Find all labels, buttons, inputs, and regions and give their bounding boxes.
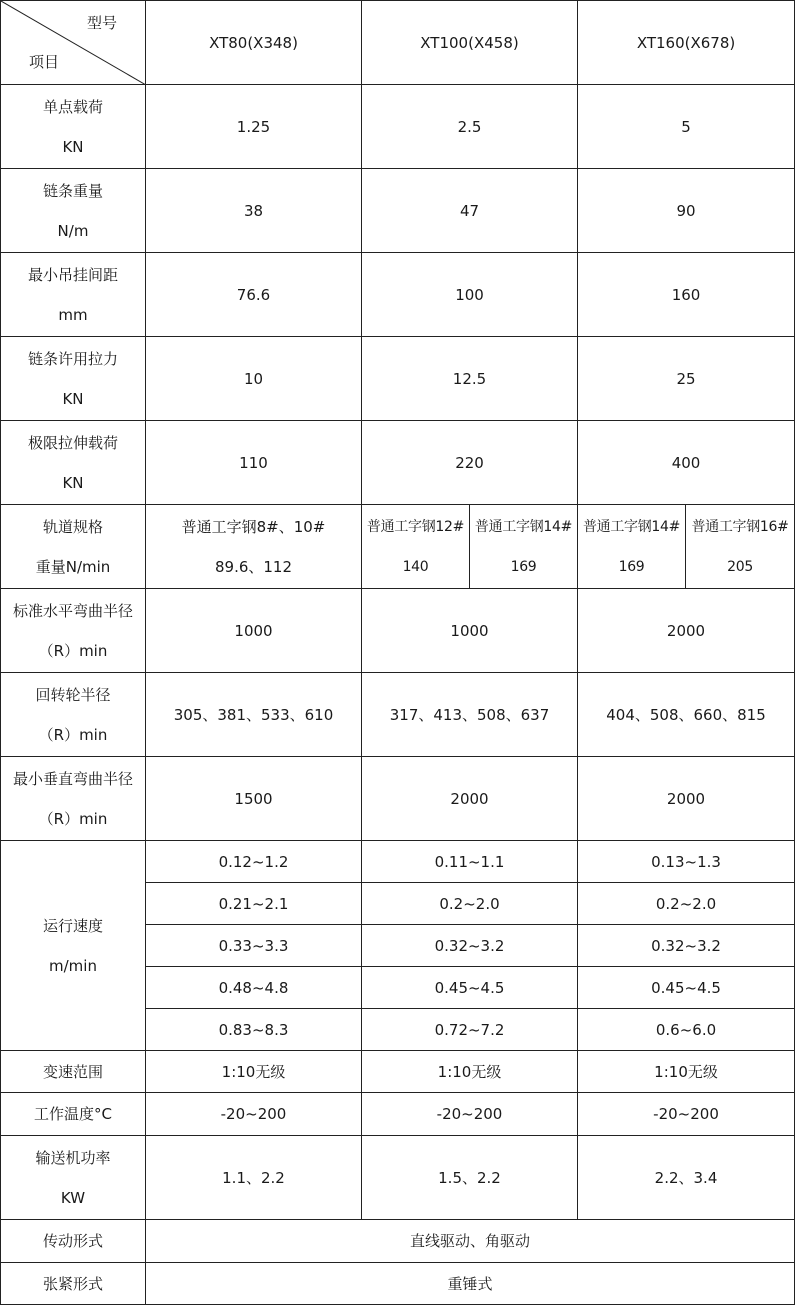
value-cell: 100 [362,253,578,337]
value-cell: 90 [578,169,795,253]
row-label-drive-type: 传动形式 [1,1220,146,1263]
track-spec-cell: 普通工字钢12# 140 [362,505,470,589]
value-cell: 160 [578,253,795,337]
diagonal-divider [1,1,146,85]
row-label-min-hanging-pitch: 最小吊挂间距 mm [1,253,146,337]
row-label-turning-wheel-radius: 回转轮半径 （R）min [1,673,146,757]
value-cell: 1.25 [146,85,362,169]
value-cell: 1.5、2.2 [362,1136,578,1220]
value-cell: 1000 [146,589,362,673]
track-spec-cell: 普通工字钢8#、10# 89.6、112 [146,505,362,589]
value-cell: 76.6 [146,253,362,337]
value-cell: 47 [362,169,578,253]
value-cell: 110 [146,421,362,505]
value-cell: -20~200 [578,1093,795,1136]
header-row [1,1,795,85]
value-cell: 1:10无级 [146,1051,362,1093]
table-row [1,1093,795,1136]
speed-cell: 0.72~7.2 [362,1009,578,1051]
speed-cell: 0.48~4.8 [146,967,362,1009]
value-cell: 2.5 [362,85,578,169]
value-cell: 1000 [362,589,578,673]
value-cell: 400 [578,421,795,505]
table-row [1,421,795,505]
row-label-horizontal-bend-radius: 标准水平弯曲半径 （R）min [1,589,146,673]
row-label-chain-weight: 链条重量 N/m [1,169,146,253]
table-row [1,589,795,673]
model-header-xt80: XT80(X348) [146,1,362,85]
value-cell: 1:10无级 [362,1051,578,1093]
row-label-tension-type: 张紧形式 [1,1263,146,1305]
value-cell: 1500 [146,757,362,841]
value-cell: 25 [578,337,795,421]
value-cell: 重锤式 [146,1263,795,1305]
row-label-ultimate-tensile-load: 极限拉伸载荷 KN [1,421,146,505]
value-cell: 12.5 [362,337,578,421]
value-cell: 2000 [578,757,795,841]
table-row [1,337,795,421]
track-spec-cell: 普通工字钢14# 169 [470,505,578,589]
speed-cell: 0.2~2.0 [362,883,578,925]
value-cell: -20~200 [146,1093,362,1136]
value-cell: 305、381、533、610 [146,673,362,757]
speed-cell: 0.83~8.3 [146,1009,362,1051]
value-cell: 38 [146,169,362,253]
value-cell: 404、508、660、815 [578,673,795,757]
speed-cell: 0.6~6.0 [578,1009,795,1051]
table-row [1,253,795,337]
row-label-track-spec: 轨道规格 重量N/min [1,505,146,589]
speed-cell: 0.2~2.0 [578,883,795,925]
value-cell: 2000 [578,589,795,673]
table-row [1,169,795,253]
speed-cell: 0.32~3.2 [578,925,795,967]
speed-cell: 0.13~1.3 [578,841,795,883]
value-cell: -20~200 [362,1093,578,1136]
value-cell: 10 [146,337,362,421]
table-row [1,505,795,589]
value-cell: 1.1、2.2 [146,1136,362,1220]
table-row [1,673,795,757]
table-row [1,1263,795,1305]
row-label-speed-range: 变速范围 [1,1051,146,1093]
row-label-conveyor-power: 输送机功率 KW [1,1136,146,1220]
row-label-chain-allowable-tension: 链条许用拉力 KN [1,337,146,421]
value-cell: 317、413、508、637 [362,673,578,757]
row-label-running-speed: 运行速度 m/min [1,841,146,1051]
value-cell: 直线驱动、角驱动 [146,1220,795,1263]
speed-cell: 0.33~3.3 [146,925,362,967]
track-spec-cell: 普通工字钢16# 205 [686,505,795,589]
model-label: 型号 [86,14,117,32]
model-header-xt100: XT100(X458) [362,1,578,85]
table-row [1,1220,795,1263]
table-row [1,841,795,883]
value-cell: 2000 [362,757,578,841]
value-cell: 2.2、3.4 [578,1136,795,1220]
row-label-single-point-load: 单点载荷 KN [1,85,146,169]
track-spec-cell: 普通工字钢14# 169 [578,505,686,589]
speed-cell: 0.32~3.2 [362,925,578,967]
value-cell: 1:10无级 [578,1051,795,1093]
speed-cell: 0.45~4.5 [578,967,795,1009]
table-row [1,1051,795,1093]
value-cell: 5 [578,85,795,169]
speed-cell: 0.45~4.5 [362,967,578,1009]
speed-cell: 0.11~1.1 [362,841,578,883]
speed-cell: 0.21~2.1 [146,883,362,925]
row-label-working-temperature: 工作温度°C [1,1093,146,1136]
item-label: 项目 [29,53,60,71]
header-corner-cell [1,1,146,85]
row-label-min-vertical-bend-radius: 最小垂直弯曲半径 （R）min [1,757,146,841]
table-row [1,757,795,841]
speed-cell: 0.12~1.2 [146,841,362,883]
table-row [1,85,795,169]
model-header-xt160: XT160(X678) [578,1,795,85]
table-row [1,1136,795,1220]
value-cell: 220 [362,421,578,505]
